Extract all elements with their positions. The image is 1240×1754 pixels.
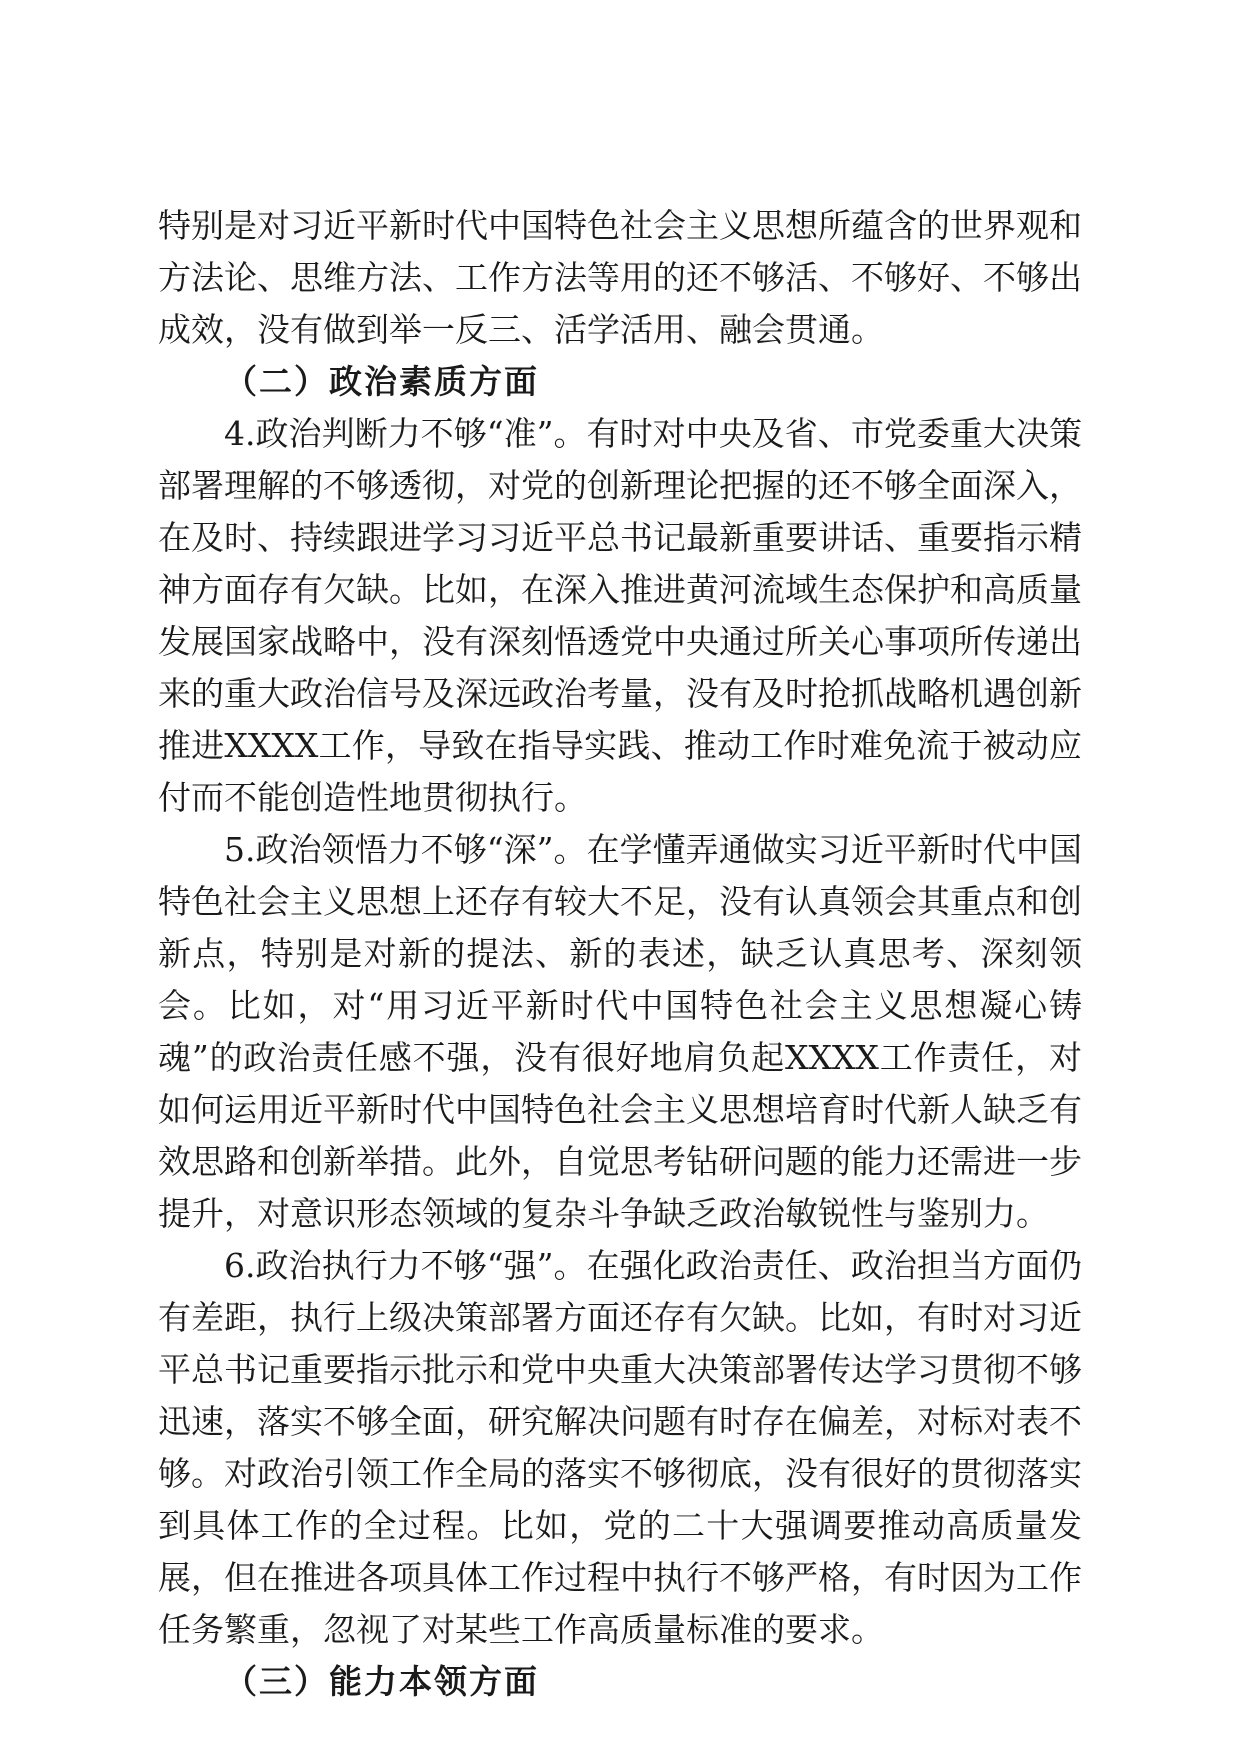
paragraph-political-execution: 6.政治执行力不够“强”。在强化政治责任、政治担当方面仍有差距，执行上级决策部署方面还存有欠缺。比如，有时对习近平总书记重要指示批示和党中央重大决策部署传达学习贯彻不够迅速，落实不够全面，研究解决问题有时存在偏差，对标对表不够。对政治引领工作全局的落实不够彻底，没有很好的贯彻落实到具体工作的全过程。比如，党的二十大强调要推动高质量发展，但在推进各项具体工作过程中执行不够严格，有时因为工作任务繁重，忽视了对某些工作高质量标准的要求。 [158, 1246, 1082, 1649]
section-heading-ability-skills: （三）能力本领方面 [224, 1662, 539, 1701]
paragraph-political-judgment: 4.政治判断力不够“准”。有时对中央及省、市党委重大决策部署理解的不够透彻，对党的创新理论把握的还不够全面深入，在及时、持续跟进学习习近平总书记最新重要讲话、重要指示精神方面存有欠缺。比如，在深入推进黄河流域生态保护和高质量发展国家战略中，没有深刻悟透党中央通过所关心事项所传递出来的重大政治信号及深远政治考量，没有及时抢抓战略机遇创新推进XXXX工作，导致在指导实践、推动工作时难免流于被动应付而不能创造性地贯彻执行。 [158, 414, 1082, 817]
paragraph-continuation: 特别是对习近平新时代中国特色社会主义思想所蕴含的世界观和方法论、思维方法、工作方法等用的还不够活、不够好、不够出成效，没有做到举一反三、活学活用、融会贯通。 [158, 206, 1082, 349]
section-heading-political-quality: （二）政治素质方面 [224, 362, 539, 401]
document-body [158, 200, 1082, 1708]
paragraph-political-comprehension: 5.政治领悟力不够“深”。在学懂弄通做实习近平新时代中国特色社会主义思想上还存有较大不足，没有认真领会其重点和创新点，特别是对新的提法、新的表述，缺乏认真思考、深刻领会。比如，对“用习近平新时代中国特色社会主义思想凝心铸魂”的政治责任感不强，没有很好地肩负起XXXX工作责任，对如何运用近平新时代中国特色社会主义思想培育时代新人缺乏有效思路和创新举措。此外，自觉思考钻研问题的能力还需进一步提升，对意识形态领域的复杂斗争缺乏政治敏锐性与鉴别力。 [158, 830, 1082, 1233]
